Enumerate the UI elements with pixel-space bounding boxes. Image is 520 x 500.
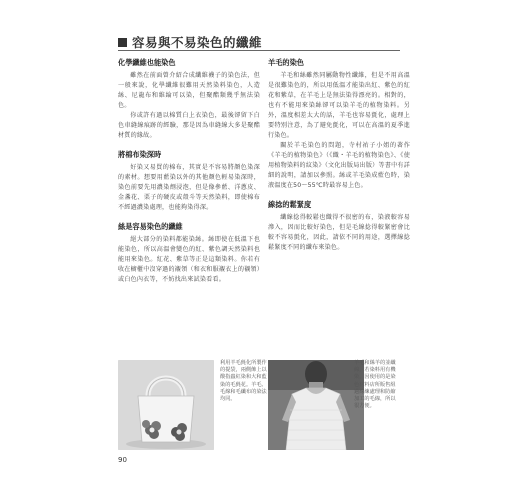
- bullet-square-icon: [118, 38, 127, 47]
- section-paragraph: 關於羊毛染色的問題，寺村祐子小姐的著作《羊毛的植物染色》（《織・羊毛的植物染色》、《使用植物染料的紋染》（文化出版局出版）等書中有詳細的說明，請加以參照。絲或羊毛染成藍色時，染液溫度在50～55℃時最容易上色。: [268, 142, 410, 189]
- section-chemical-fiber: [118, 58, 260, 141]
- section-heading: 將棉布染深時: [118, 150, 162, 159]
- section-paragraph: 羊毛和絲雖然同屬動物性纖維，但是不用高溫是很難染色的，所以用低溫才能染出紅、紫色的紅花和紫草，在羊毛上是無法染得漂亮的。相對的，也有不能用來染絲卻可以染羊毛的植物染料。另外，溫度相差太大的話，羊毛也容易氈化，處理上要特別注意，為了避免氈化，可以在高溫的夏季進行染色。: [268, 72, 410, 139]
- section-yarn-twist: [268, 200, 410, 253]
- felt-bag-illustration: [118, 360, 214, 450]
- section-heading: 絲是容易染色的纖維: [118, 222, 183, 231]
- right-column: [268, 58, 410, 262]
- felt-bag-photo: [118, 360, 214, 450]
- section-title-block: [118, 33, 262, 51]
- knit-top-illustration: [268, 360, 364, 450]
- left-column: [118, 58, 260, 294]
- section-paragraph: 雖然在前面曾介紹合成纖維襪子的染色法，但一般來說，化學纖維很難用天然染料染色，人造絲、尼龍布和維綸可以染，但聚酯類幾乎無法染色。: [118, 72, 260, 109]
- left-photo-caption: 利用羊毛氈化所製作的提袋，兩側飾上以酸指蟲紅染和大和藍染的毛氈花。羊毛、毛線和毛纖布的染法均同。: [220, 360, 267, 403]
- section-heading: 羊毛的染色: [268, 58, 304, 67]
- section-wool: [268, 58, 410, 191]
- section-silk: [118, 222, 260, 285]
- knit-top-photo: [268, 360, 364, 450]
- section-heading: 線捻的鬆緊度: [268, 200, 312, 209]
- page-title: 容易與不易染色的纖維: [132, 35, 263, 50]
- right-photo-caption: 羊毛和絲羊的並纖線，若染料用有機染，因使用的是染色材料店所販售組過線練處理和防縮加工的毛線，所以很方便。: [354, 360, 396, 410]
- section-paragraph: 好染又易買的棉布，其實是不容易將顏色染深的素材。想要用藍染以外的其他顏色輕易染深時，染色前要先用濃染劑浸泡，但是像參藍、洋蔥皮、金盞花、栗子的硬皮或殼斗等天然染料，即使棉布不經過濃染處理，也能夠染得深。: [118, 164, 260, 211]
- section-cotton-dark: [118, 150, 260, 213]
- title-underline: [118, 50, 400, 51]
- section-paragraph: 纖線捻得較鬆也織得不很密的布，染液較容易滲入，因而比較好染色，但是毛線捻得較緊密會比較不容易氈化，因此，請依不同的用途，選擇線捻鬆緊度不同的纖布來染色。: [268, 214, 410, 251]
- page-number: 90: [118, 456, 127, 464]
- section-paragraph: 你或許有過以棉質白上衣染色，最後卻留下白色車縫線痕跡的經驗，那是因為車縫線大多是聚酯材質的緣故。: [118, 112, 260, 139]
- section-paragraph: 絕大部分的染料都能染絲。絲即使在低溫下也能染色，所以高溫會變色的紅、紫色調天然染料也能用來染色。紅花、紫草等正是這類染料。你若有收在櫥櫃中沒穿過的襯領（和衣和服襯衣上的襯領）或白色內衣等，不妨找出來試染看看。: [118, 236, 260, 283]
- section-heading: 化學纖維也能染色: [118, 58, 176, 67]
